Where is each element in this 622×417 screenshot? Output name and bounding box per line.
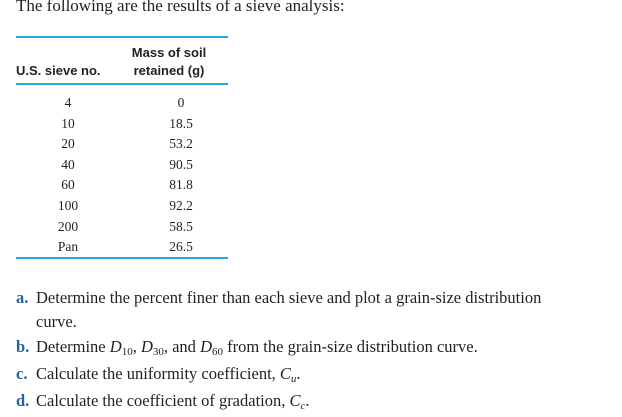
sieve-cell: 4 [64,95,72,110]
question-c-letter: c. [16,364,28,383]
table-header-rule [16,83,228,85]
table-row [16,135,228,156]
mass-cell: 92.2 [169,197,193,213]
question-c-pre: Calculate the uniformity coefficient, [36,364,280,383]
question-c-text [36,364,301,383]
intro-text: The following are the results of a sieve analysis: [16,0,345,15]
separator: , [132,337,141,356]
question-d [16,390,616,417]
mass-cell: 0 [177,95,185,110]
question-list [16,287,616,417]
table-row [16,176,228,197]
question-d-letter: d. [16,391,30,410]
table-row [16,156,228,177]
question-d-post: . [305,391,310,410]
d-variable: D [200,337,212,356]
question-b-letter: b. [16,337,30,356]
cu-subscript: u [290,373,297,385]
question-b-text [36,337,478,356]
question-b [16,336,616,363]
sieve-cell: 100 [57,197,79,213]
question-a [16,287,616,332]
mass-cell: 26.5 [169,239,193,255]
sieve-table-body [16,94,228,259]
d-variable: D [140,337,153,356]
mass-cell: 58.5 [169,218,193,234]
question-a-continuation: curve. [36,312,77,331]
question-c-post: . [296,364,301,383]
sieve-cell: 40 [61,156,75,172]
mass-cell: 81.8 [169,177,193,193]
question-c [16,363,616,390]
table-bottom-rule [16,257,228,259]
question-a-text: Determine the percent finer than each sieve and plot a grain-size distribution [36,288,542,307]
mass-header-line1: Mass of soil [131,45,207,60]
sieve-column-header: U.S. sieve no. [16,63,101,78]
sieve-cell: 200 [57,218,79,234]
table-row [16,238,228,259]
sieve-cell: 20 [61,136,75,152]
question-a-letter: a. [16,288,29,307]
mass-cell: 90.5 [169,156,193,172]
question-d-pre: Calculate the coefficient of gradation, [36,391,290,410]
sieve-cell: 10 [61,115,75,131]
table-row [16,197,228,218]
table-top-rule [16,36,228,38]
table-row [16,94,228,115]
sieve-cell: 60 [61,177,75,193]
mass-cell: 53.2 [169,136,193,152]
mass-header-line2: retained (g) [133,63,205,78]
table-row [16,115,228,136]
cc-variable: C [289,391,301,410]
d60-subscript: 60 [211,346,223,358]
cc-subscript: c [300,400,306,412]
question-b-post: from the grain-size distribution curve. [222,337,478,356]
separator: , and [163,337,201,356]
table-row [16,218,228,239]
d30-subscript: 30 [152,346,164,358]
mass-column-header [119,44,219,80]
sieve-cell: Pan [57,239,79,255]
question-b-pre: Determine [36,337,110,356]
cu-variable: C [279,364,291,383]
d10-subscript: 10 [121,346,133,358]
d-variable: D [109,337,122,356]
mass-cell: 18.5 [169,115,193,131]
